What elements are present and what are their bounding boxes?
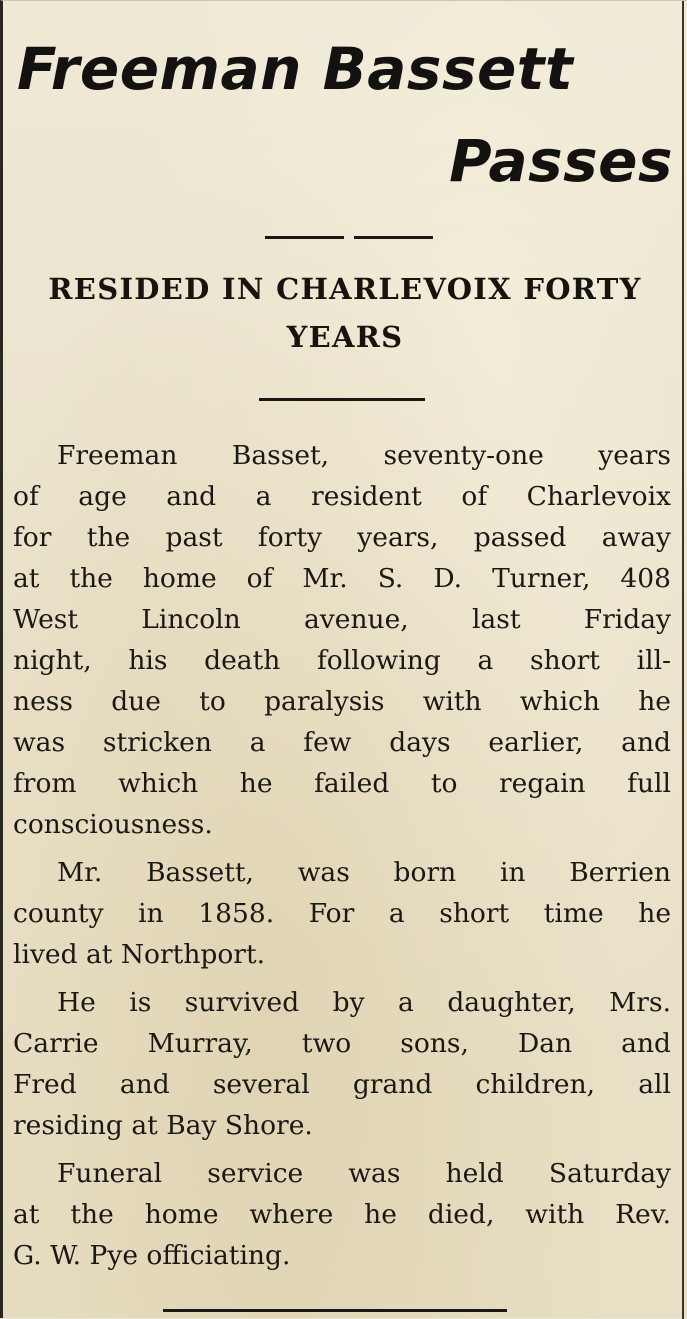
dash-segment <box>265 236 344 239</box>
dash-divider <box>265 236 433 239</box>
paragraph-line: Funeral service was held Saturday <box>57 1158 671 1189</box>
article-paragraph <box>13 852 671 975</box>
paragraph-line: G. W. Pye officiating. <box>13 1240 291 1271</box>
headline-line-1: Freeman Bassett <box>17 35 574 103</box>
paragraph-line: Mr. Bassett, was born in Berrien <box>57 857 671 888</box>
paragraph-line: of age and a resident of Charlevoix <box>13 481 671 512</box>
paragraph-line: Carrie Murray, two sons, Dan and <box>13 1028 671 1059</box>
subheadline-line-1: RESIDED IN CHARLEVOIX FORTY <box>48 272 642 306</box>
paragraph-line: at the home where he died, with Rev. <box>13 1199 671 1230</box>
paragraph-line: residing at Bay Shore. <box>13 1110 313 1141</box>
paragraph-line: for the past forty years, passed away <box>13 522 671 553</box>
paragraph-line: He is survived by a daughter, Mrs. <box>57 987 671 1018</box>
end-divider <box>163 1309 507 1312</box>
section-divider <box>259 398 425 401</box>
paragraph-line: from which he failed to regain full <box>13 768 671 799</box>
subheadline-line-2: YEARS <box>286 320 404 354</box>
paragraph-line: ness due to paralysis with which he <box>13 686 671 717</box>
article-paragraph <box>13 435 671 845</box>
paragraph-line: county in 1858. For a short time he <box>13 898 671 929</box>
headline <box>17 23 677 207</box>
column-rule <box>682 1 684 1319</box>
paragraph-line: was stricken a few days earlier, and <box>13 727 671 758</box>
subheadline <box>13 265 677 361</box>
paragraph-line: night, his death following a short ill- <box>13 645 671 676</box>
article-body <box>13 435 671 1283</box>
paragraph-line: lived at Northport. <box>13 939 266 970</box>
paragraph-line: consciousness. <box>13 809 213 840</box>
article-paragraph <box>13 982 671 1146</box>
dash-segment <box>354 236 433 239</box>
headline-line-2: Passes <box>449 127 673 195</box>
paragraph-line: Fred and several grand children, all <box>13 1069 671 1100</box>
paragraph-line: West Lincoln avenue, last Friday <box>13 604 671 635</box>
article-paragraph <box>13 1153 671 1276</box>
paragraph-line: at the home of Mr. S. D. Turner, 408 <box>13 563 671 594</box>
paragraph-line: Freeman Basset, seventy-one years <box>57 440 671 471</box>
